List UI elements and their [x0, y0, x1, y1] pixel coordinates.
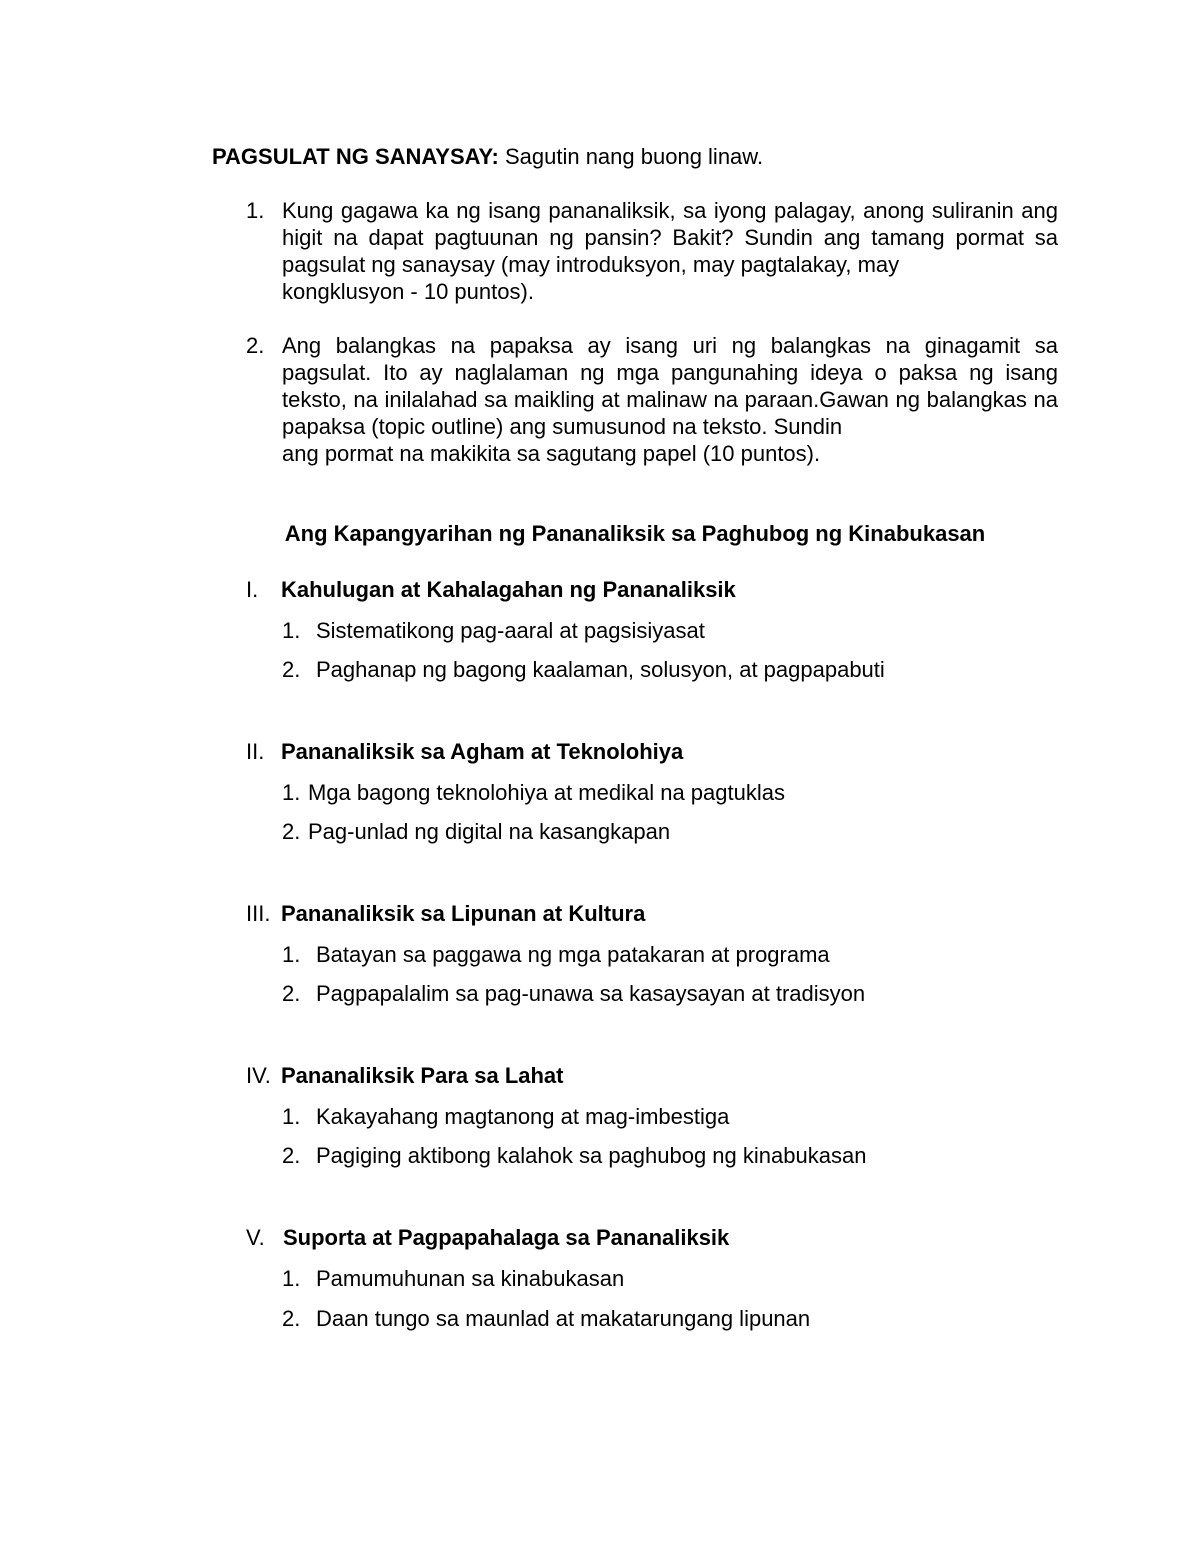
section-heading: Pananaliksik Para sa Lahat: [281, 1063, 564, 1088]
question-last-line: ang pormat na makikita sa sagutang papel (10 puntos).: [282, 441, 821, 466]
section-heading: Suporta at Pagpapahalaga sa Pananaliksik: [283, 1225, 730, 1250]
section-numeral: III.: [246, 901, 271, 926]
item-text: Pag-unlad ng digital na kasangkapan: [308, 819, 671, 844]
item-text: Kakayahang magtanong at mag-imbestiga: [316, 1104, 730, 1129]
item-number: 1.: [282, 942, 301, 967]
item-text: Pagiging aktibong kalahok sa paghubog ng kinabukasan: [316, 1143, 867, 1168]
question-1: [246, 197, 1058, 305]
outline-section-3: [246, 900, 645, 928]
item-text: Mga bagong teknolohiya at medikal na pagtuklas: [308, 780, 785, 805]
essay-heading: [212, 143, 763, 171]
item-text: Sistematikong pag-aaral at pagsisiyasat: [316, 618, 705, 643]
heading-label: PAGSULAT NG SANAYSAY:: [212, 144, 499, 169]
question-number: 2.: [246, 333, 265, 358]
item-text: Daan tungo sa maunlad at makatarungang lipunan: [316, 1306, 811, 1331]
outline-section-4: [246, 1062, 564, 1090]
question-text: [282, 197, 1058, 305]
outline-item: [282, 941, 830, 969]
item-number: 2.: [282, 1306, 301, 1331]
question-last-line: kongklusyon - 10 puntos).: [282, 279, 534, 304]
outline-item: [282, 656, 885, 684]
item-text: Paghanap ng bagong kaalaman, solusyon, at pagpapabuti: [316, 657, 885, 682]
item-number: 2.: [282, 1143, 301, 1168]
outline-item: [282, 1305, 810, 1333]
section-numeral: V.: [246, 1225, 265, 1250]
outline-section-5: [246, 1224, 729, 1252]
section-numeral: II.: [246, 739, 265, 764]
outline-item: [282, 1103, 729, 1131]
item-text: Pamumuhunan sa kinabukasan: [316, 1266, 625, 1291]
item-number: 1.: [282, 780, 301, 805]
item-number: 1.: [282, 618, 301, 643]
question-text: [282, 332, 1058, 467]
section-numeral: IV.: [246, 1063, 271, 1088]
outline-item: [282, 1142, 866, 1170]
item-number: 2.: [282, 819, 301, 844]
item-number: 2.: [282, 981, 301, 1006]
outline-section-2: [246, 738, 683, 766]
section-heading: Pananaliksik sa Lipunan at Kultura: [281, 901, 646, 926]
section-numeral: I.: [246, 577, 259, 602]
outline-item: [282, 980, 865, 1008]
item-text: Pagpapalalim sa pag-unawa sa kasaysayan at tradisyon: [316, 981, 866, 1006]
outline-item: [282, 818, 670, 846]
heading-instruction: Sagutin nang buong linaw.: [498, 144, 764, 169]
question-body: Ang balangkas na papaksa ay isang uri ng balangkas na ginagamit sa pagsulat. Ito ay naglalaman ng mga pangunahing ideya o paksa ng isang teksto, na inilalahad sa maikling at malinaw na paraan.Gawan ng balangkas na papaksa (topic outline) ang sumusunod na teksto. Sundin: [282, 333, 1058, 439]
item-number: 1.: [282, 1104, 301, 1129]
item-text: Batayan sa paggawa ng mga patakaran at programa: [316, 942, 830, 967]
item-number: 1.: [282, 1266, 301, 1291]
outline-item: [282, 617, 705, 645]
question-2: [246, 332, 1058, 467]
question-number: 1.: [246, 198, 265, 223]
section-heading: Kahulugan at Kahalagahan ng Pananaliksik: [281, 577, 736, 602]
outline-title: Ang Kapangyarihan ng Pananaliksik sa Paghubog ng Kinabukasan: [284, 521, 986, 546]
question-body: Kung gagawa ka ng isang pananaliksik, sa iyong palagay, anong suliranin ang higit na dapat pagtuunan ng pansin? Bakit? Sundin ang tamang pormat sa pagsulat ng sanaysay (may introduksyon, may pagtalakay, may: [282, 198, 1058, 277]
outline-item: [282, 1265, 624, 1293]
item-number: 2.: [282, 657, 301, 682]
outline-section-1: [246, 576, 736, 604]
outline-item: [282, 779, 785, 807]
section-heading: Pananaliksik sa Agham at Teknolohiya: [281, 739, 684, 764]
